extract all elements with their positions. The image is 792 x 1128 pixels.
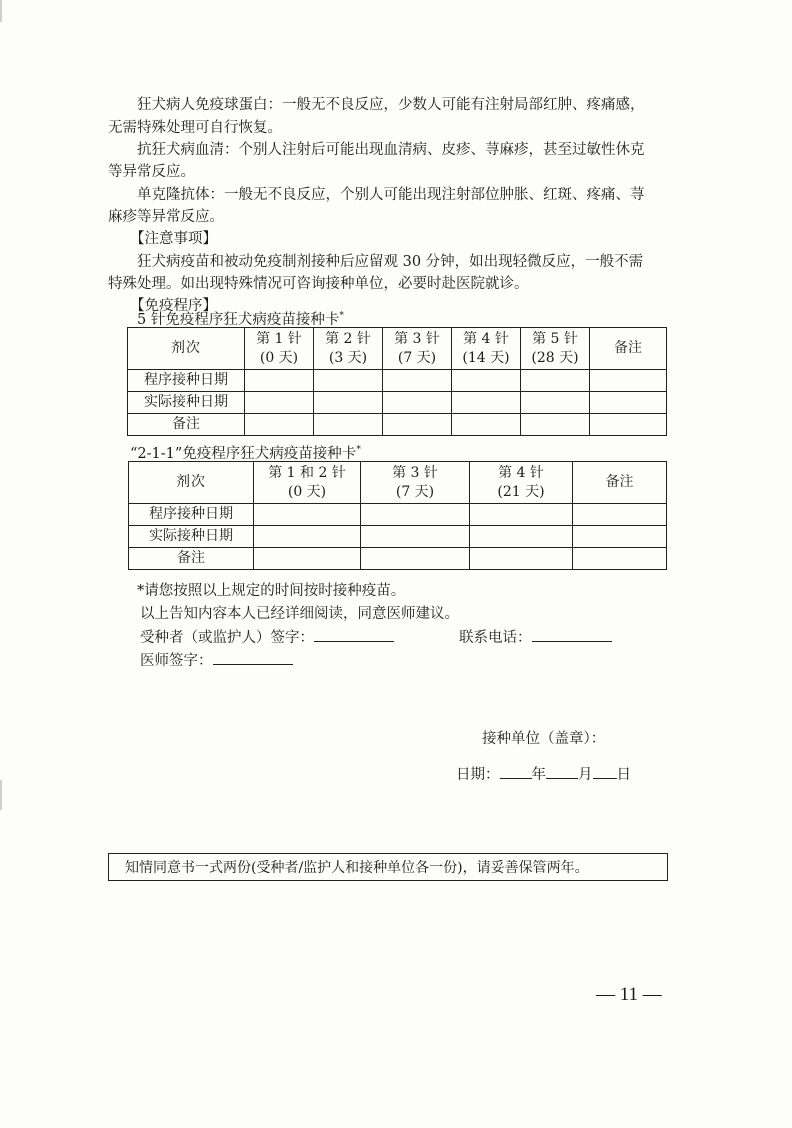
card211-row-planned: 程序接种日期 — [129, 504, 254, 526]
card211-cell[interactable] — [573, 548, 667, 570]
card211-cell[interactable] — [470, 548, 573, 570]
card5-col3-title: 第 3 针 — [394, 330, 440, 347]
retention-notice-box: 知情同意书一式两份(受种者/监护人和接种单位各一份)，请妥善保管两年。 — [108, 853, 668, 881]
card211-cell[interactable] — [573, 526, 667, 548]
serum-reaction-line2: 等异常反应。 — [108, 164, 195, 180]
mab-reaction-line1: 单克隆抗体：一般无不良反应，个别人可能出现注射部位肿胀、红斑、疼痛、荨 — [137, 187, 645, 203]
doctor-signature-row — [140, 648, 293, 672]
card211-col1-header — [254, 462, 361, 504]
card5-cell[interactable] — [521, 392, 590, 414]
card5-row-remark: 备注 — [128, 414, 245, 436]
mab-reaction-line2: 麻疹等异常反应。 — [108, 209, 224, 225]
card211-col2-day: (7 天) — [395, 483, 435, 500]
card5-title-text: 5 针免疫程序狂犬病疫苗接种卡 — [137, 311, 340, 328]
precautions-heading: 【注意事项】 — [130, 231, 217, 247]
card211-col3-title: 第 4 针 — [498, 464, 544, 481]
card5-cell[interactable] — [452, 370, 521, 392]
card211-title-text: “2-1-1”免疫程序狂犬病疫苗接种卡 — [130, 445, 357, 462]
card211-remark-header: 备注 — [573, 462, 667, 504]
card5-col1-day: (0 天) — [259, 349, 299, 366]
card5-col2-header — [314, 328, 383, 370]
precautions-line2: 特殊处理。如出现特殊情况可咨询接种单位，必要时赴医院就诊。 — [108, 276, 529, 292]
card211-row-actual: 实际接种日期 — [129, 526, 254, 548]
card5-cell[interactable] — [521, 414, 590, 436]
card5-cell[interactable] — [314, 370, 383, 392]
globulin-reaction-line2: 无需特殊处理可自行恢复。 — [108, 120, 282, 136]
recipient-signature-row — [140, 625, 394, 649]
precautions-line1: 狂犬病疫苗和被动免疫制剂接种后应留观 30 分钟，如出现轻微反应，一般不需 — [137, 254, 644, 270]
card5-cell[interactable] — [590, 370, 667, 392]
card5-cell[interactable] — [314, 414, 383, 436]
card211-table — [128, 461, 667, 570]
card5-col5-day: (28 天) — [531, 349, 579, 366]
day-field[interactable] — [593, 762, 617, 779]
card211-cell[interactable] — [254, 548, 361, 570]
card211-cell[interactable] — [254, 504, 361, 526]
card5-cell[interactable] — [245, 414, 314, 436]
card5-col4-title: 第 4 针 — [463, 330, 509, 347]
card211-col2-title: 第 3 针 — [392, 464, 438, 481]
phone-label: 联系电话： — [459, 630, 532, 646]
card5-col4-header — [452, 328, 521, 370]
card211-col2-header — [361, 462, 470, 504]
doctor-signature-field[interactable] — [213, 648, 293, 665]
card211-col3-day: (21 天) — [497, 483, 545, 500]
card211-row-remark: 备注 — [129, 548, 254, 570]
recipient-signature-field[interactable] — [314, 625, 394, 642]
date-label: 日期： — [456, 767, 500, 783]
card211-cell[interactable] — [361, 548, 470, 570]
card5-cell[interactable] — [521, 370, 590, 392]
card211-title-mark: * — [356, 445, 361, 455]
month-label: 月 — [578, 767, 593, 783]
serum-reaction-line1: 抗狂犬病血清：个别人注射后可能出现血清病、皮疹、荨麻疹，甚至过敏性休克 — [137, 142, 645, 158]
card5-dose-header: 剂次 — [128, 328, 245, 370]
scan-edge-mark — [0, 780, 2, 810]
day-label: 日 — [616, 767, 631, 783]
card5-cell[interactable] — [383, 414, 452, 436]
card5-col1-title: 第 1 针 — [256, 330, 302, 347]
card5-cell[interactable] — [383, 392, 452, 414]
card211-cell[interactable] — [573, 504, 667, 526]
card211-cell[interactable] — [361, 526, 470, 548]
card5-cell[interactable] — [590, 414, 667, 436]
card5-col3-day: (7 天) — [397, 349, 437, 366]
card211-dose-header: 剂次 — [129, 462, 254, 504]
vaccination-unit-seal: 接种单位（盖章）： — [482, 731, 606, 747]
card211-col3-header — [470, 462, 573, 504]
card5-cell[interactable] — [245, 392, 314, 414]
year-label: 年 — [531, 767, 546, 783]
card5-col2-title: 第 2 针 — [325, 330, 371, 347]
page-number: — 11 — — [596, 984, 662, 1005]
recipient-signature-label: 受种者（或监护人）签字： — [140, 630, 314, 646]
card5-row-planned: 程序接种日期 — [128, 370, 245, 392]
reminder-note: *请您按照以上规定的时间按时接种疫苗。 — [137, 583, 406, 599]
phone-row — [459, 625, 612, 649]
card5-col5-header — [521, 328, 590, 370]
date-row — [456, 762, 631, 786]
doctor-signature-label: 医师签字： — [140, 653, 213, 669]
card211-cell[interactable] — [470, 504, 573, 526]
card211-col1-title: 第 1 和 2 针 — [268, 464, 346, 481]
card5-col1-header — [245, 328, 314, 370]
card211-cell[interactable] — [361, 504, 470, 526]
consent-statement: 以上告知内容本人已经详细阅读，同意医师建议。 — [140, 606, 459, 622]
card5-cell[interactable] — [383, 370, 452, 392]
year-field[interactable] — [500, 762, 532, 779]
card5-cell[interactable] — [590, 392, 667, 414]
card5-col5-title: 第 5 针 — [532, 330, 578, 347]
card211-cell[interactable] — [470, 526, 573, 548]
card5-col2-day: (3 天) — [328, 349, 368, 366]
globulin-reaction-line1: 狂犬病人免疫球蛋白：一般无不良反应，少数人可能有注射局部红肿、疼痛感， — [137, 97, 645, 113]
card5-table — [127, 327, 667, 436]
card5-cell[interactable] — [452, 414, 521, 436]
card211-cell[interactable] — [254, 526, 361, 548]
phone-field[interactable] — [532, 625, 612, 642]
card5-col3-header — [383, 328, 452, 370]
card5-row-actual: 实际接种日期 — [128, 392, 245, 414]
scan-edge-mark — [0, 0, 2, 22]
card5-remark-header: 备注 — [590, 328, 667, 370]
card5-title-mark: * — [339, 311, 344, 321]
card211-col1-day: (0 天) — [287, 483, 327, 500]
month-field[interactable] — [546, 762, 578, 779]
card5-cell[interactable] — [452, 392, 521, 414]
schedule-heading: 【免疫程序】 — [130, 298, 217, 314]
card5-col4-day: (14 天) — [462, 349, 510, 366]
card5-cell[interactable] — [245, 370, 314, 392]
card5-cell[interactable] — [314, 392, 383, 414]
